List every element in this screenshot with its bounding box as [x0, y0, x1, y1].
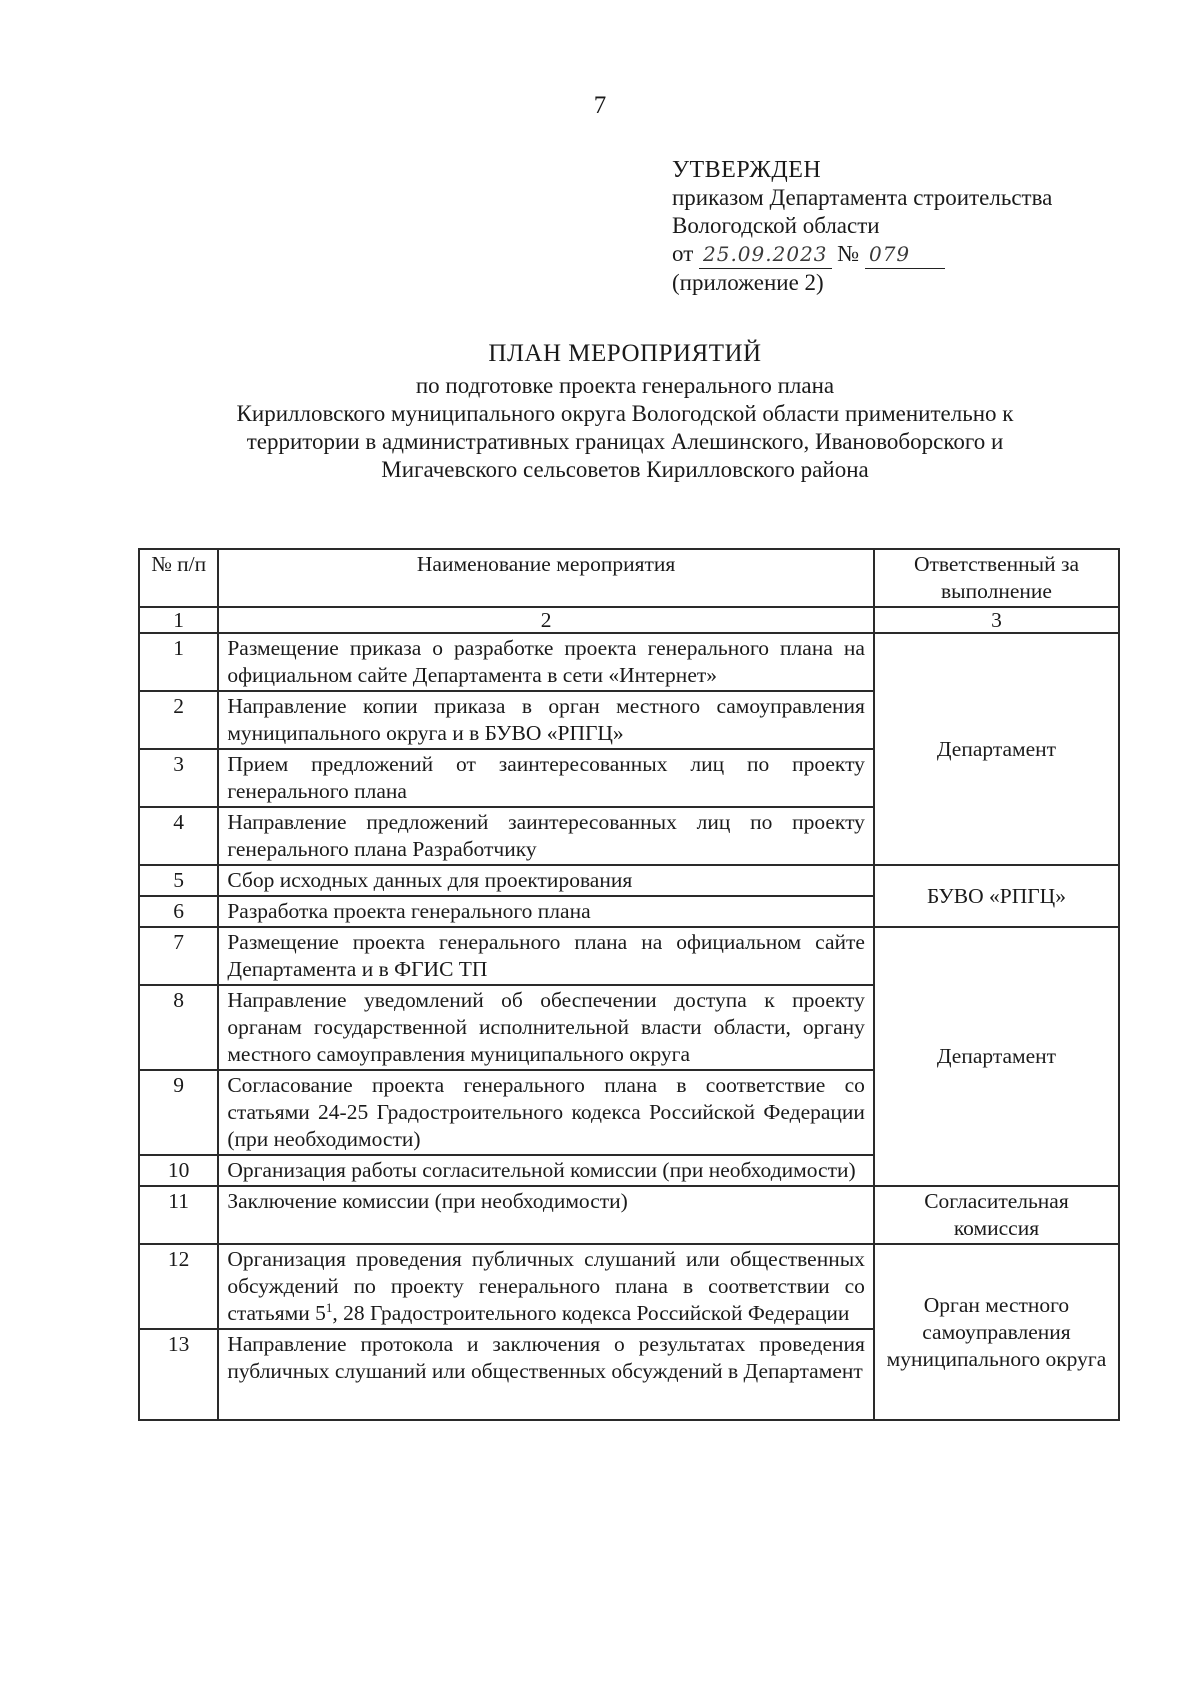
row-number: 4: [139, 807, 218, 865]
approval-stamp: [672, 156, 1052, 297]
responsible-buvo: БУВО «РПГЦ»: [874, 865, 1119, 927]
approval-title: УТВЕРЖДЕН: [672, 157, 822, 183]
plan-subtitle-line: по подготовке проекта генерального плана: [415, 373, 835, 398]
table-row: [139, 927, 1119, 985]
plan-subtitle-line: Мигачевского сельсоветов Кирилловского района: [381, 457, 869, 482]
row-number: 12: [139, 1244, 218, 1329]
row-number: 13: [139, 1329, 218, 1420]
responsible-department-1: Департамент: [874, 633, 1119, 865]
row-number: 2: [139, 691, 218, 749]
row-name: Размещение проекта генерального плана на официальном сайте Департамента и в ФГИС ТП: [218, 927, 874, 985]
column-index: 2: [218, 607, 874, 633]
plan-subtitle-line: территории в административных границах Алешинского, Ивановоборского и: [246, 429, 1004, 454]
approval-line-2: Вологодской области: [672, 213, 880, 238]
plan-title: ПЛАН МЕРОПРИЯТИЙ: [488, 340, 762, 367]
row-name: Организация работы согласительной комиссии (при необходимости): [218, 1155, 874, 1186]
plan-table: [138, 548, 1120, 1421]
row-number: 9: [139, 1070, 218, 1155]
approval-date-line: [672, 240, 1052, 269]
row-number: 6: [139, 896, 218, 927]
row-number: 7: [139, 927, 218, 985]
column-index: 3: [874, 607, 1119, 633]
number-sign: №: [837, 241, 860, 266]
row-number: 10: [139, 1155, 218, 1186]
column-index: 1: [139, 607, 218, 633]
handwritten-date: 25.09.2023: [699, 240, 832, 269]
row-number: 11: [139, 1186, 218, 1244]
row-name: Прием предложений от заинтересованных лиц по проекту генерального плана: [218, 749, 874, 807]
row-name: Разработка проекта генерального плана: [218, 896, 874, 927]
date-prefix: от: [672, 241, 694, 266]
approval-line-1: приказом Департамента строительства: [672, 185, 1053, 210]
plan-heading: [150, 340, 1100, 484]
row-name-superscript: 1: [325, 1299, 333, 1315]
responsible-department-2: Департамент: [874, 927, 1119, 1186]
plan-subtitle-line: Кирилловского муниципального округа Вологодской области применительно к: [236, 401, 1014, 426]
table-row: [139, 1186, 1119, 1244]
row-number: 5: [139, 865, 218, 896]
table-row: [139, 865, 1119, 896]
row-name-part: Организация проведения публичных слушаний или общественных обсуждений по проекту генерального плана в соответствии со статьями 5: [227, 1247, 865, 1325]
row-name: [218, 1244, 874, 1329]
responsible-local-government: Орган местного самоуправления муниципального округа: [874, 1244, 1119, 1420]
row-name-part: , 28 Градостроительного кодекса Российской Федерации: [332, 1301, 850, 1325]
row-name: Направление протокола и заключения о результатах проведения публичных слушаний или общественных обсуждений в Департамент: [218, 1329, 874, 1420]
row-name: Направление уведомлений об обеспечении доступа к проекту органам государственной исполнительной власти области, органу местного самоуправления муниципального округа: [218, 985, 874, 1070]
row-name: Размещение приказа о разработке проекта генерального плана на официальном сайте Департамента в сети «Интернет»: [218, 633, 874, 691]
handwritten-number: 079: [865, 240, 945, 269]
row-name: Направление предложений заинтересованных лиц по проекту генерального плана Разработчику: [218, 807, 874, 865]
header-responsible: Ответственный за выполнение: [874, 549, 1119, 607]
row-name: Согласование проекта генерального плана в соответствие со статьями 24-25 Градостроительного кодекса Российской Федерации (при необходимости): [218, 1070, 874, 1155]
header-name: Наименование мероприятия: [218, 549, 874, 607]
approval-appendix: (приложение 2): [672, 270, 824, 295]
responsible-commission: Согласительная комиссия: [874, 1186, 1119, 1244]
row-number: 3: [139, 749, 218, 807]
row-number: 8: [139, 985, 218, 1070]
column-index-row: [139, 607, 1119, 633]
row-name: Заключение комиссии (при необходимости): [218, 1186, 874, 1244]
row-name: Сбор исходных данных для проектирования: [218, 865, 874, 896]
table-header-row: [139, 549, 1119, 607]
row-name: Направление копии приказа в орган местного самоуправления муниципального округа и в БУВО «РПГЦ»: [218, 691, 874, 749]
row-number: 1: [139, 633, 218, 691]
header-number: № п/п: [139, 549, 218, 607]
page-number: 7: [593, 92, 607, 119]
table-row: [139, 633, 1119, 691]
table-row: [139, 1244, 1119, 1329]
